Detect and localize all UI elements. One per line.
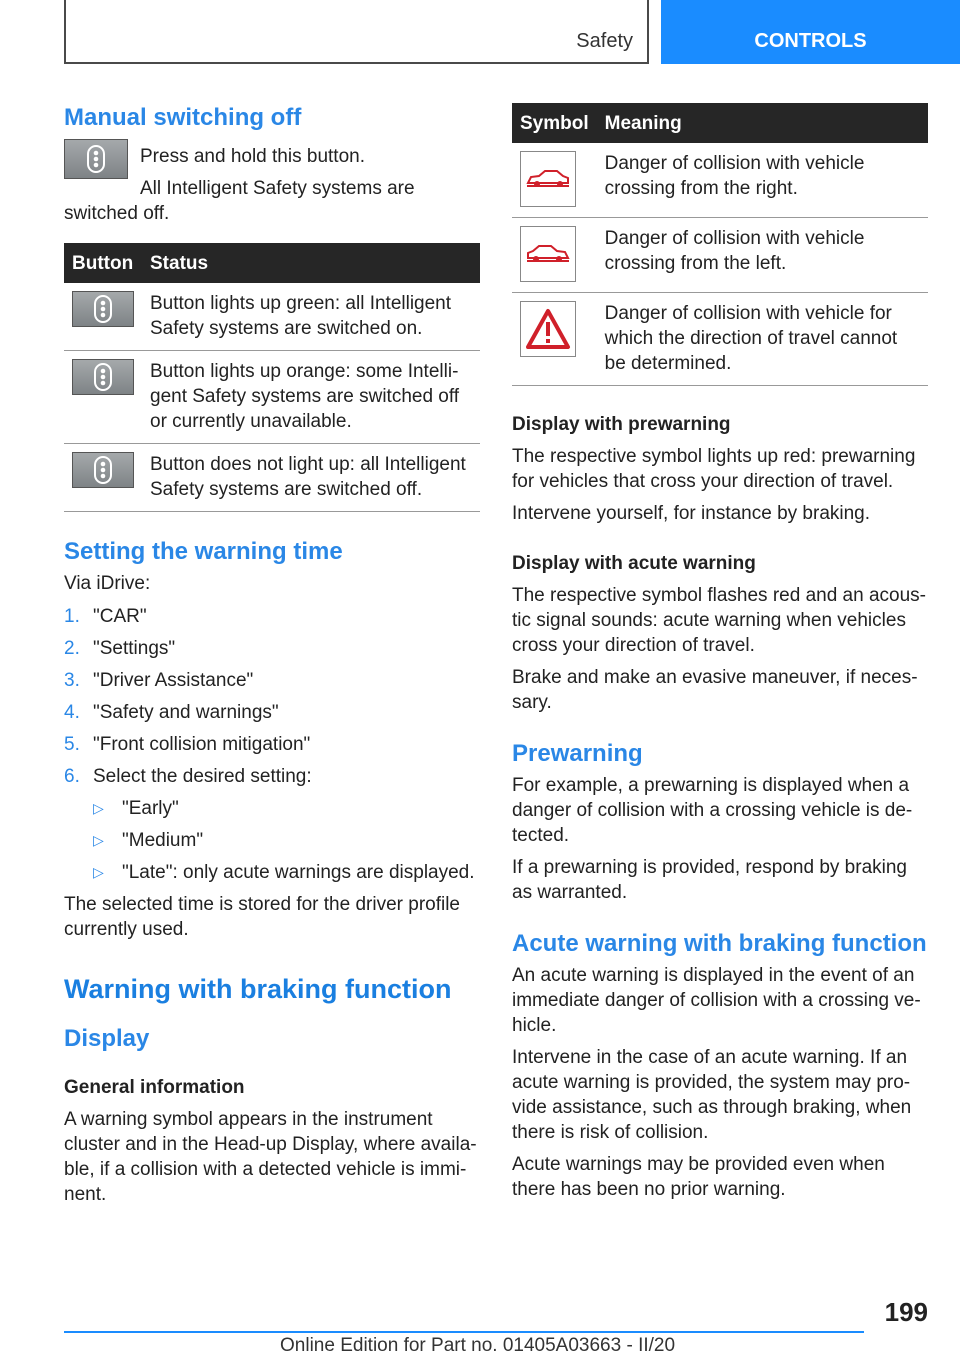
left-column	[64, 100, 480, 1207]
triangle-bullet-icon: ▷	[93, 864, 104, 880]
status-table-header-button: Button	[64, 243, 142, 283]
right-column	[512, 103, 928, 1202]
triangle-bullet-icon: ▷	[93, 832, 104, 848]
table-row	[512, 218, 928, 293]
symbol-meaning: Danger of collision with vehicle crossing from the right.	[597, 143, 928, 218]
page-number: 199	[884, 1297, 928, 1327]
step-number: 5.	[64, 734, 80, 755]
step-text: "Safety and warnings"	[93, 702, 279, 723]
list-item	[64, 604, 480, 629]
list-item	[93, 860, 480, 885]
settings-steps-list	[64, 604, 480, 789]
status-text: Button lights up green: all Intelligent Safety systems are switched on.	[142, 283, 480, 351]
display-heading: Display	[64, 1025, 150, 1052]
table-row	[512, 293, 928, 386]
list-item	[93, 828, 480, 853]
car-left-icon	[520, 226, 576, 282]
step-text: "Settings"	[93, 638, 176, 659]
symbol-table-header-meaning: Meaning	[597, 103, 928, 143]
manual-p2a: All Intelligent Safety systems are	[140, 178, 415, 199]
list-item	[64, 636, 480, 661]
list-item	[93, 796, 480, 821]
warning-triangle-icon	[520, 301, 576, 357]
option-text: "Late": only acute warnings are displayed.	[122, 862, 475, 883]
symbol-meaning: Danger of collision with vehicle crossing from the left.	[597, 218, 928, 293]
step-number: 4.	[64, 702, 80, 723]
status-text: Button does not light up: all Intelligent Safety systems are switched off.	[142, 444, 480, 512]
header-chapter-label: CONTROLS	[754, 30, 867, 52]
header-chapter-tab	[661, 0, 960, 64]
symbol-table-header-symbol: Symbol	[512, 103, 597, 143]
safety-button-icon	[72, 452, 134, 488]
table-row	[64, 283, 480, 351]
step-number: 2.	[64, 638, 80, 659]
option-text: "Medium"	[122, 830, 204, 851]
list-item	[64, 668, 480, 693]
general-info-text: A warning symbol appears in the instrument cluster and in the Head-up Display, where availa-ble, if a collision with a detected vehicle is immi-nent.	[64, 1109, 477, 1205]
step-text: "Driver Assistance"	[93, 670, 254, 691]
step-text: Select the desired setting:	[93, 766, 312, 787]
header-section-box	[64, 0, 649, 64]
acute-display-heading: Display with acute warning	[512, 553, 756, 574]
option-text: "Early"	[122, 798, 179, 819]
list-item	[64, 700, 480, 725]
warning-time-heading: Setting the warning time	[64, 538, 343, 565]
footer-edition: Online Edition for Part no. 01405A03663 - II/20	[280, 1335, 676, 1356]
list-item	[64, 732, 480, 757]
acute-braking-p2: Intervene in the case of an acute warning. If an acute warning is provided, the system may pro-vide assistance, such as through braking, when there is risk of collision.	[512, 1047, 912, 1143]
general-info-heading: General information	[64, 1077, 245, 1098]
table-row	[64, 444, 480, 512]
step-number: 3.	[64, 670, 80, 691]
acute-display-p1: The respective symbol flashes red and an acous-tic signal sounds: acute warning when vehicles cross your direction of travel.	[512, 585, 926, 656]
header-section-label: Safety	[576, 30, 633, 52]
acute-braking-p3: Acute warnings may be provided even when there has been no prior warning.	[512, 1154, 885, 1200]
prewarning-display-heading: Display with prewarning	[512, 414, 731, 435]
acute-braking-p1: An acute warning is displayed in the event of an immediate danger of collision with a crossing ve-hicle.	[512, 965, 921, 1036]
manual-switching-intro	[64, 144, 480, 226]
acute-display-p2: Brake and make an evasive maneuver, if neces-sary.	[512, 667, 918, 713]
step-number: 6.	[64, 766, 80, 787]
status-text: Button lights up orange: some Intelli-gent Safety systems are switched off or currently unavailable.	[142, 351, 480, 444]
prewarning-heading: Prewarning	[512, 740, 643, 767]
manual-p2b: switched off.	[64, 203, 170, 224]
stored-text: The selected time is stored for the driver profile currently used.	[64, 894, 461, 940]
symbol-table	[512, 103, 928, 386]
list-item	[64, 764, 480, 789]
status-table-header-status: Status	[142, 243, 480, 283]
acute-braking-heading: Acute warning with braking function	[512, 930, 927, 957]
warning-braking-heading: Warning with braking function	[64, 974, 452, 1004]
prewarning-display-p1: The respective symbol lights up red: prewarning for vehicles that cross your direction of travel.	[512, 446, 916, 492]
step-number: 1.	[64, 606, 80, 627]
status-table	[64, 243, 480, 512]
via-idrive-text: Via iDrive:	[64, 573, 151, 594]
car-right-icon	[520, 151, 576, 207]
settings-options-list	[64, 796, 480, 885]
safety-button-icon	[72, 291, 134, 327]
symbol-meaning: Danger of collision with vehicle for which the direction of travel cannot be determined.	[597, 293, 928, 386]
manual-p1: Press and hold this button.	[140, 146, 365, 167]
prewarning-p2: If a prewarning is provided, respond by braking as warranted.	[512, 857, 908, 903]
manual-switching-heading: Manual switching off	[64, 104, 302, 131]
prewarning-p1: For example, a prewarning is displayed when a danger of collision with a crossing vehicle is de-tected.	[512, 775, 913, 846]
safety-button-icon	[64, 139, 128, 179]
step-text: "Front collision mitigation"	[93, 734, 311, 755]
table-row	[512, 143, 928, 218]
table-row	[64, 351, 480, 444]
prewarning-display-p2: Intervene yourself, for instance by braking.	[512, 503, 871, 524]
step-text: "CAR"	[93, 606, 147, 627]
triangle-bullet-icon: ▷	[93, 800, 104, 816]
safety-button-icon	[72, 359, 134, 395]
